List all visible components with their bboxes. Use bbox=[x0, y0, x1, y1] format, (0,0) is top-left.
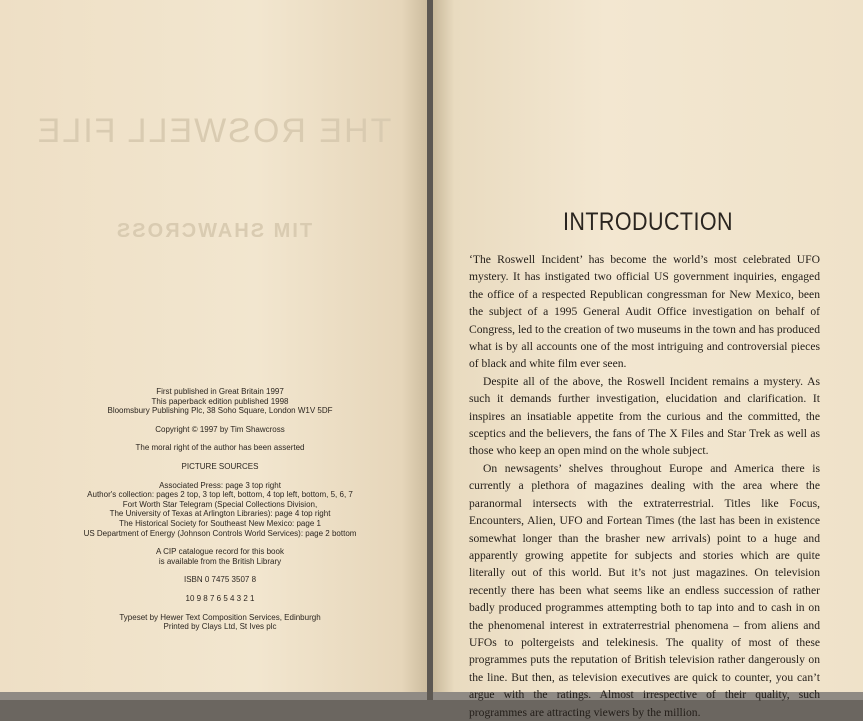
show-through-title: THE ROSWELL FILE bbox=[35, 112, 392, 150]
left-page bbox=[0, 0, 427, 700]
picture-source-line: US Department of Energy (Johnson Controls World Services): page 2 bottom bbox=[83, 528, 357, 538]
introduction-body bbox=[469, 251, 820, 721]
imprint-page bbox=[30, 387, 410, 632]
print-run-line: 10 9 8 7 6 5 4 3 2 1 bbox=[185, 593, 255, 603]
paragraph: On newsagents’ shelves throughout Europe and America there is currently a plethora of magazines dealing with the area where the paranormal intersects with the extraterrestrial. Titles like Focus, Encounters, Alien, UFO and Fortean Times (the last has been in existence somewhat longer than the brasher new arrivals) point to a huge and apparently growing appetite for subjects and stories which are quite literally out of this world. But it’s not just magazines. On television recently there has been what seems like an endless succession of rather badly produced programmes attempting both to tap into and to cash in on the phenomenal interest in extraterrestrial phenomena – from aliens and UFOs to poltergeists and telekinesis. The quality of most of these programmes puts the reputation of British television rather dangerously on the line. But then, as television executives are quick to counter, you can’t argue with the ratings. Almost irrespective of their quality, such programmes are attracting viewers by the million. bbox=[469, 461, 820, 719]
copyright-line: Copyright © 1997 by Tim Shawcross bbox=[155, 424, 285, 434]
picture-sources-heading: PICTURE SOURCES bbox=[181, 461, 259, 471]
picture-source-line: Associated Press: page 3 top right bbox=[159, 480, 281, 490]
picture-source-line: The University of Texas at Arlington Libraries): page 4 top right bbox=[109, 509, 331, 519]
typeset-line: Typeset by Hewer Text Composition Services, Edinburgh bbox=[119, 612, 321, 622]
picture-source-line: Author's collection: pages 2 top, 3 top left, bottom, 4 top left, bottom, 5, 6, 7 bbox=[87, 490, 353, 500]
printer-line: Printed by Clays Ltd, St Ives plc bbox=[163, 622, 277, 632]
publication-line: Bloomsbury Publishing Plc, 38 Soho Square, London W1V 5DF bbox=[107, 406, 333, 416]
picture-source-line: The Historical Society for Southeast New Mexico: page 1 bbox=[119, 518, 321, 528]
moral-right-line: The moral right of the author has been asserted bbox=[135, 443, 305, 453]
paragraph: ‘The Roswell Incident’ has become the world’s most celebrated UFO mystery. It has instigated two official US government inquiries, engaged the office of a respected Republican congressman for New Mexico, been the subject of a 1995 General Audit Office investigation on behalf of Congress, led to the creation of two museums in the town and has produced what is by all accounts one of the most intriguing and controversial pieces of black and white film ever seen. bbox=[469, 253, 820, 371]
isbn-line: ISBN 0 7475 3507 8 bbox=[183, 575, 257, 585]
cip-line: A CIP catalogue record for this book bbox=[156, 547, 284, 557]
paragraph: Despite all of the above, the Roswell Incident remains a mystery. As such it demands further investigation, elucidation and clarification. It inspires an insatiable appetite from the curious and the committed, the sceptics and the believers, the fans of The X Files and Star Trek as well as those who keep an open mind on the whole subject. bbox=[469, 374, 820, 458]
show-through-author: TIM SHAWCROSS bbox=[114, 220, 313, 242]
chapter-heading: INTRODUCTION bbox=[563, 208, 733, 236]
publication-line: This paperback edition published 1998 bbox=[151, 396, 289, 406]
picture-source-line: Fort Worth Star Telegram (Special Collections Division, bbox=[122, 499, 318, 509]
publication-line: First published in Great Britain 1997 bbox=[156, 387, 284, 396]
cip-line: is available from the British Library bbox=[158, 556, 282, 566]
